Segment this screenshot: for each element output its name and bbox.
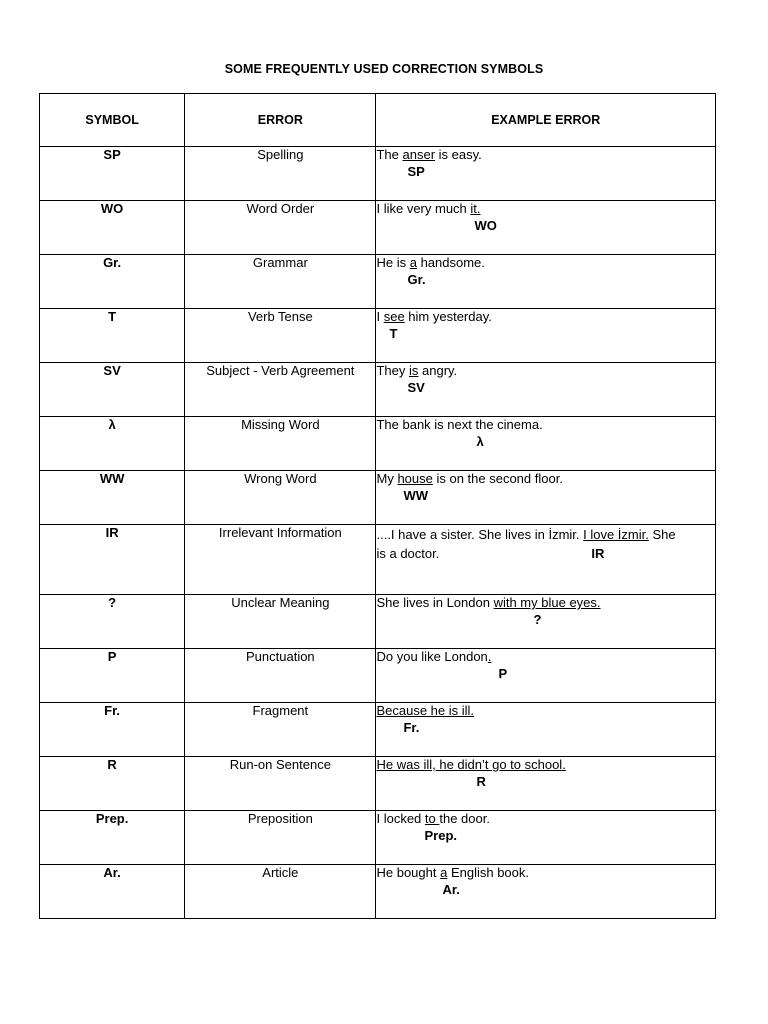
symbol-cell: Gr.	[40, 255, 185, 309]
symbol-cell: IR	[40, 525, 185, 595]
example-cell	[376, 865, 716, 919]
example-sentence: Do you like London.	[376, 649, 492, 664]
correction-mark: R	[476, 774, 486, 789]
symbol-cell: Prep.	[40, 811, 185, 865]
correction-mark: SV	[407, 380, 425, 395]
example-sentence-continued: is a doctor. IR	[376, 546, 605, 561]
example-cell	[376, 363, 716, 417]
symbol-cell: SV	[40, 363, 185, 417]
example-cell	[376, 201, 716, 255]
correction-mark: P	[498, 666, 508, 681]
correction-mark: IR	[591, 546, 605, 561]
correction-symbols-table	[39, 93, 716, 919]
error-cell: Grammar	[185, 255, 376, 309]
error-cell: Verb Tense	[185, 309, 376, 363]
error-cell: Missing Word	[185, 417, 376, 471]
example-sentence: My house is on the second floor.	[376, 471, 563, 486]
error-cell: Fragment	[185, 703, 376, 757]
correction-mark: Gr.	[407, 272, 426, 287]
symbol-cell: ?	[40, 595, 185, 649]
error-cell: Wrong Word	[185, 471, 376, 525]
example-cell	[376, 811, 716, 865]
header-error: ERROR	[185, 94, 376, 147]
symbol-cell: T	[40, 309, 185, 363]
error-cell: Run-on Sentence	[185, 757, 376, 811]
symbol-cell: Fr.	[40, 703, 185, 757]
error-underline: .	[487, 649, 492, 664]
symbol-cell: WO	[40, 201, 185, 255]
error-cell: Word Order	[185, 201, 376, 255]
error-cell: Spelling	[185, 147, 376, 201]
example-sentence	[376, 703, 715, 719]
example-sentence: They is angry.	[376, 363, 458, 378]
example-cell	[376, 595, 716, 649]
error-underline: see	[383, 309, 405, 324]
error-underline: He was ill, he didn’t go to school.	[376, 757, 566, 772]
error-underline: anser	[402, 147, 436, 162]
correction-mark: Ar.	[442, 882, 460, 897]
table-row	[40, 865, 716, 919]
correction-mark: WW	[403, 488, 429, 503]
example-cell	[376, 417, 716, 471]
error-cell: Unclear Meaning	[185, 595, 376, 649]
table-row	[40, 309, 716, 363]
symbol-cell: SP	[40, 147, 185, 201]
error-cell: Article	[185, 865, 376, 919]
example-cell	[376, 147, 716, 201]
error-underline: I love İzmir.	[583, 527, 649, 542]
error-underline: Because he is ill.	[376, 703, 475, 718]
error-cell: Preposition	[185, 811, 376, 865]
table-row	[40, 471, 716, 525]
table-row	[40, 703, 716, 757]
correction-mark: SP	[407, 164, 425, 179]
example-cell	[376, 649, 716, 703]
table-row	[40, 147, 716, 201]
error-underline: to	[424, 811, 440, 826]
error-cell: Subject - Verb Agreement	[185, 363, 376, 417]
correction-mark: Fr.	[403, 720, 420, 735]
example-sentence: She lives in London with my blue eyes.	[376, 595, 601, 610]
table-row	[40, 811, 716, 865]
table-row	[40, 595, 716, 649]
example-sentence: I like very much it.	[376, 201, 481, 216]
example-cell	[376, 309, 716, 363]
example-sentence: He is a handsome.	[376, 255, 485, 270]
example-cell	[376, 757, 716, 811]
table-row	[40, 417, 716, 471]
example-cell	[376, 703, 716, 757]
example-sentence: He bought a English book.	[376, 865, 529, 880]
table-header-row	[40, 94, 716, 147]
correction-mark: WO	[474, 218, 497, 233]
document-title: SOME FREQUENTLY USED CORRECTION SYMBOLS	[224, 62, 544, 76]
table-row	[40, 363, 716, 417]
error-underline: is	[409, 363, 419, 378]
correction-mark: T	[389, 326, 398, 341]
example-cell	[376, 471, 716, 525]
correction-mark: ?	[533, 612, 542, 627]
symbol-cell: λ	[40, 417, 185, 471]
example-sentence: The bank is next the cinema.	[376, 417, 543, 432]
example-cell	[376, 255, 716, 309]
symbol-cell: R	[40, 757, 185, 811]
example-sentence: I see him yesterday.	[376, 309, 492, 324]
example-sentence: The anser is easy.	[376, 147, 482, 162]
error-underline: a	[409, 255, 417, 270]
symbol-cell: Ar.	[40, 865, 185, 919]
header-symbol: SYMBOL	[40, 94, 185, 147]
correction-mark: Prep.	[424, 828, 457, 843]
correction-mark: λ	[476, 434, 484, 449]
table-row	[40, 757, 716, 811]
table-row	[40, 649, 716, 703]
error-cell: Irrelevant Information	[185, 525, 376, 595]
error-underline: it.	[470, 201, 481, 216]
example-sentence	[376, 757, 715, 773]
error-underline: house	[397, 471, 433, 486]
symbol-cell: P	[40, 649, 185, 703]
error-underline: a	[440, 865, 448, 880]
table-row	[40, 525, 716, 595]
error-cell: Punctuation	[185, 649, 376, 703]
example-sentence: ....I have a sister. She lives in İzmir. I love İzmir. She	[376, 527, 676, 542]
table-row	[40, 201, 716, 255]
table-row	[40, 255, 716, 309]
example-sentence: I locked to the door.	[376, 811, 490, 826]
example-cell	[376, 525, 716, 595]
error-underline: with my blue eyes.	[493, 595, 601, 610]
symbol-cell: WW	[40, 471, 185, 525]
header-example-error: EXAMPLE ERROR	[376, 94, 716, 147]
